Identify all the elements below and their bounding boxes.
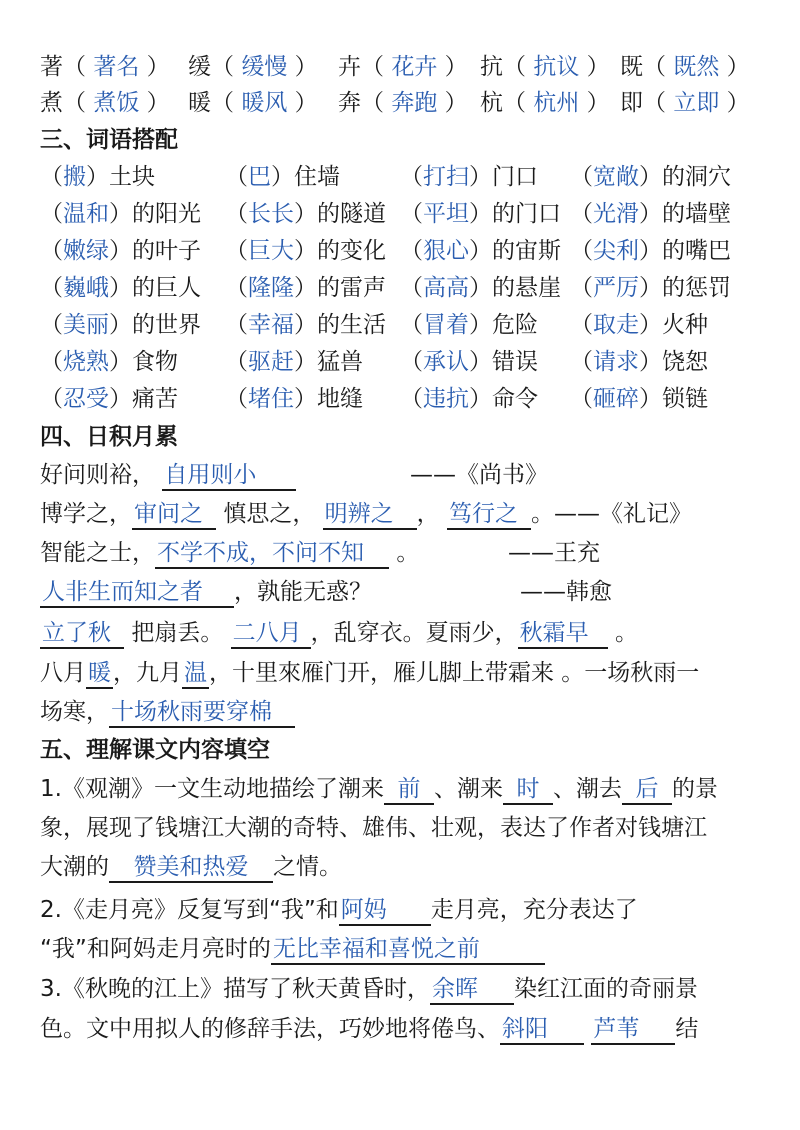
answer-word: 幸福 [248,312,294,338]
word-match-item: （高高）的悬崖 [400,275,561,301]
word-match-item: （美丽）的世界 [40,312,201,338]
answer-word: 忍受 [63,386,109,412]
answer-word: 光滑 [593,201,639,227]
question-1-line-3: 大潮的 赞美和热爱 之情。 [40,850,780,884]
phrase-word: 的惩罚 [662,275,731,301]
proverb-line-2: 博学之，审问之 慎思之， 明辨之 ， 笃行之 。——《礼记》 [40,497,780,531]
proverb-line-3: 智能之士，不学不成，不问不知 。 ——王充 [40,536,780,570]
answer-word: 搬 [63,164,86,190]
question-1-line-1: 1.《观潮》一文生动地描绘了潮来 前 、潮来 时 、潮去 后 的景 [40,772,780,806]
char-item: 既（ 既然 ） [620,54,750,80]
char-item: 卉（ 花卉 ） [338,54,468,80]
word-match-item: （取走）火种 [570,312,708,338]
question-1-line-2: 象，展现了钱塘江大潮的奇特、雄伟、壮观，表达了作者对钱塘江 [40,815,707,841]
phrase-word: 的嘴巴 [662,238,731,264]
word-match-item: （光滑）的墙壁 [570,201,731,227]
phrase-word: 食物 [132,349,178,375]
phrase-word: 的雷声 [317,275,386,301]
answer-word: 请求 [593,349,639,375]
word-match-item: （狠心）的宙斯 [400,238,561,264]
answer-word: 温和 [63,201,109,227]
word-match-row [40,382,780,416]
section-4-title: 四、日积月累 [40,424,178,450]
word-match-row [40,234,780,268]
section-5-title: 五、理解课文内容填空 [40,737,270,763]
phrase-word: 错误 [492,349,538,375]
proverb-line-1: 好问则裕， 自用则小 ——《尚书》 [40,458,780,492]
word-match-item: （巴）住墙 [225,164,340,190]
word-match-item: （巍峨）的巨人 [40,275,201,301]
char-item: 即（ 立即 ） [620,90,750,116]
word-match-item: （长长）的隧道 [225,201,386,227]
answer-word: 取走 [593,312,639,338]
char-item: 杭（ 杭州 ） [480,90,610,116]
char-item: 煮（ 煮饭 ） [40,90,170,116]
word-match-item: （承认）错误 [400,349,538,375]
word-match-item: （温和）的阳光 [40,201,201,227]
phrase-word: 的巨人 [132,275,201,301]
answer-word: 宽敞 [593,164,639,190]
proverb-line-5: 立了秋 把扇丢。 二八月 ，乱穿衣。夏雨少，秋霜早 。 [40,616,780,650]
phrase-word: 火种 [662,312,708,338]
answer-word: 冒着 [423,312,469,338]
word-match-item: （砸碎）锁链 [570,386,708,412]
phrase-word: 的阳光 [132,201,201,227]
word-match-item: （打扫）门口 [400,164,538,190]
question-2-line-1: 2.《走月亮》反复写到“我”和阿妈 走月亮，充分表达了 [40,893,780,927]
answer-word: 狠心 [423,238,469,264]
char-item: 奔（ 奔跑 ） [338,90,468,116]
phrase-word: 的叶子 [132,238,201,264]
phrase-word: 痛苦 [132,386,178,412]
phrase-word: 猛兽 [317,349,363,375]
char-item: 著（ 著名 ） [40,54,170,80]
question-3-line-2: 色。文中用拟人的修辞手法，巧妙地将倦鸟、斜阳 芦苇 结 [40,1012,780,1046]
phrase-word: 的门口 [492,201,561,227]
phrase-word: 地缝 [317,386,363,412]
answer-word: 巨大 [248,238,294,264]
section-3-title: 三、词语搭配 [40,127,178,153]
phrase-word: 的世界 [132,312,201,338]
phrase-word: 命令 [492,386,538,412]
char-item: 抗（ 抗议 ） [480,54,610,80]
word-match-item: （宽敞）的洞穴 [570,164,731,190]
phrase-word: 危险 [492,312,538,338]
word-match-item: （堵住）地缝 [225,386,363,412]
proverb-line-7: 场寒，十场秋雨要穿棉 [40,695,780,729]
word-match-item: （违抗）命令 [400,386,538,412]
phrase-word: 的悬崖 [492,275,561,301]
char-row-1 [40,50,780,84]
phrase-word: 住墙 [294,164,340,190]
char-item: 缓（ 缓慢 ） [188,54,318,80]
answer-word: 平坦 [423,201,469,227]
question-2-line-2: “我”和阿妈走月亮时的无比幸福和喜悦之前 [40,932,780,966]
phrase-word: 的宙斯 [492,238,561,264]
word-match-item: （严厉）的惩罚 [570,275,731,301]
word-match-row [40,271,780,305]
proverb-line-6: 八月暖，九月温，十里來雁门开，雁儿脚上带霜来 。一场秋雨一 [40,656,780,690]
phrase-word: 的隧道 [317,201,386,227]
phrase-word: 的生活 [317,312,386,338]
answer-word: 堵住 [248,386,294,412]
phrase-word: 的墙壁 [662,201,731,227]
word-match-row [40,197,780,231]
char-item: 暖（ 暖风 ） [188,90,318,116]
answer-word: 承认 [423,349,469,375]
char-row-2 [40,86,780,120]
word-match-item: （冒着）危险 [400,312,538,338]
phrase-word: 饶恕 [662,349,708,375]
word-match-item: （平坦）的门口 [400,201,561,227]
word-match-item: （嫩绿）的叶子 [40,238,201,264]
answer-word: 严厉 [593,275,639,301]
word-match-item: （隆隆）的雷声 [225,275,386,301]
answer-word: 巍峨 [63,275,109,301]
word-match-item: （尖利）的嘴巴 [570,238,731,264]
word-match-row [40,345,780,379]
phrase-word: 的洞穴 [662,164,731,190]
answer-word: 美丽 [63,312,109,338]
answer-word: 高高 [423,275,469,301]
word-match-row [40,308,780,342]
word-match-item: （烧熟）食物 [40,349,178,375]
word-match-item: （驱赶）猛兽 [225,349,363,375]
answer-word: 砸碎 [593,386,639,412]
phrase-word: 土块 [109,164,155,190]
question-3-line-1: 3.《秋晚的江上》描写了秋天黄昏时，余晖 染红江面的奇丽景 [40,972,780,1006]
answer-word: 巴 [248,164,271,190]
answer-word: 违抗 [423,386,469,412]
word-match-item: （巨大）的变化 [225,238,386,264]
word-match-item: （搬）土块 [40,164,155,190]
word-match-item: （请求）饶恕 [570,349,708,375]
answer-word: 尖利 [593,238,639,264]
answer-word: 打扫 [423,164,469,190]
word-match-row [40,160,780,194]
answer-word: 隆隆 [248,275,294,301]
proverb-line-4: 人非生而知之者 ，孰能无惑？ ——韩愈 [40,575,780,609]
phrase-word: 门口 [492,164,538,190]
phrase-word: 的变化 [317,238,386,264]
phrase-word: 锁链 [662,386,708,412]
answer-word: 烧熟 [63,349,109,375]
answer-word: 驱赶 [248,349,294,375]
answer-word: 长长 [248,201,294,227]
answer-word: 嫩绿 [63,238,109,264]
word-match-item: （幸福）的生活 [225,312,386,338]
word-match-item: （忍受）痛苦 [40,386,178,412]
